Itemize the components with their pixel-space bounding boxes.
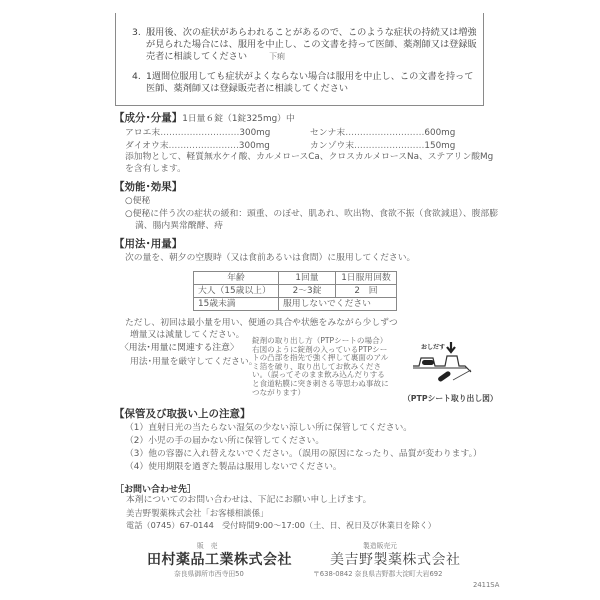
contact-line-2: 美吉野製薬株式会社「お客様相談係」 (126, 508, 269, 518)
ptp-caption: （PTPシート取り出し図） (403, 394, 498, 403)
table-header: 1回量 (279, 272, 336, 285)
ingredient-licorice: カンゾウ末……………………150mg (310, 141, 456, 151)
storage-item-2: （2）小児の手の届かない所に保管してください。 (125, 436, 325, 446)
dosage-note-line-2: 増量又は減量してください。 (130, 330, 245, 340)
table-cell: 15歳未満 (194, 298, 279, 311)
storage-item-1: （1）直射日光の当たらない湿気の少ない涼しい所に保管してください。 (125, 423, 413, 433)
ingredients-title: 【成分･分量】 (114, 112, 183, 124)
seller-name: 田村薬品工業株式会社 (147, 552, 292, 568)
related-caution-heading: 〈用法･用量に関連する注意〉 (120, 343, 239, 353)
table-cell: 大人（15歳以上） (194, 285, 279, 298)
product-code: 2411SA (473, 581, 500, 589)
efficacy-heading: 【効能･効果】 (114, 181, 183, 193)
maker-name: 美吉野製薬株式会社 (330, 552, 461, 568)
storage-heading: 【保管及び取扱い上の注意】 (114, 408, 251, 420)
contact-line-1: 本剤についてのお問い合わせは、下記にお願い申し上げます。 (126, 495, 372, 505)
dosage-intro: 次の量を、朝夕の空腹時（又は食前あるいは食間）に服用してください。 (125, 253, 416, 263)
contact-phone-line: 電話（0745）67-0144 受付時間9:00～17:00（土、日、祝日及び休業日を除く） (126, 520, 436, 530)
efficacy-item-1: ○便秘 (125, 196, 151, 206)
svg-text:おしだす: おしだす (421, 344, 446, 351)
dosage-heading: 【用法･用量】 (114, 238, 183, 250)
dosage-note-line-1: ただし、初回は最小量を用い、便通の具合や状態をみながら少しずつ (125, 318, 398, 328)
warning-note: 下痢 (269, 52, 286, 61)
efficacy-item-2-line-2: 満、腸内異常醗酵、痔 (135, 221, 223, 231)
storage-item-3: （3）他の容器に入れ替えないでください。（誤用の原因になったり、品質が変わります。） (125, 449, 482, 459)
seller-label: 販 売 (197, 542, 218, 550)
additives-line-1: 添加物として、軽質無水ケイ酸、カルメロースCa、クロスカルメロースNa、ステアリン酸Mg (125, 152, 494, 162)
efficacy-item-2-line-1: ○便秘に伴う次の症状の緩和：頭重、のぼせ、肌あれ、吹出物、食欲不振（食欲減退）、腹部膨 (125, 209, 499, 219)
ptp-instructions: 錠剤の取り出し方（PTPシートの場合）右図のように錠剤の入っているPTPシートの凸部を指先で強く押して裏面のアルミ箔を破り、取り出してお飲みください。（誤ってそのまま飲み込んだりすると食道粘膜に突き刺さる等思わぬ事故につながります） (252, 336, 389, 397)
table-cell: 2 回 (336, 285, 397, 298)
table-cell: 服用しないでください (279, 298, 397, 311)
warning-number: 3. (132, 27, 141, 38)
warning-text: 服用後、次の症状があらわれることがあるので、このような症状の持続又は増強が見られた場合には、服用を中止し、この文書を持って医師、薬剤師又は登録販売者に相談してください (146, 27, 477, 62)
table-header-row (194, 272, 397, 285)
maker-label: 製造販売元 (363, 542, 397, 550)
additives-line-2: を含有します。 (125, 164, 186, 174)
warning-number: 4. (132, 71, 141, 82)
table-row (194, 285, 397, 298)
warning-item-3 (132, 27, 478, 63)
table-header: 年齢 (194, 272, 279, 285)
related-caution-text: 用法･用量を厳守してください。 (130, 357, 258, 367)
ptp-illustration-icon (405, 340, 495, 390)
warning-item-4 (132, 71, 478, 95)
table-cell: 2～3錠 (279, 285, 336, 298)
storage-item-4: （4）使用期限を過ぎた製品は服用しないでください。 (125, 462, 342, 472)
ingredients-heading (114, 110, 295, 125)
ingredient-senna: センナ末………………………600mg (310, 128, 456, 138)
ingredient-rhubarb: ダイオウ末……………………300mg (125, 141, 270, 151)
table-header: 1日服用回数 (336, 272, 397, 285)
warning-text: 1週間位服用しても症状がよくならない場合は服用を中止し、この文書を持って医師、薬剤師又は登録販売者に相談してください (146, 71, 474, 94)
maker-address: 〒638-0842 奈良県吉野郡大淀町大岩692 (313, 570, 443, 578)
seller-address: 奈良県御所市西寺田50 (174, 570, 244, 578)
dosage-table (193, 271, 397, 311)
contact-heading: ［お問い合わせ先］ (115, 485, 197, 495)
ingredients-subtitle: 1日量６錠（1錠325mg）中 (182, 114, 295, 124)
warning-box (115, 13, 484, 106)
ingredient-aloe: アロエ末………………………300mg (125, 128, 271, 138)
table-row (194, 298, 397, 311)
